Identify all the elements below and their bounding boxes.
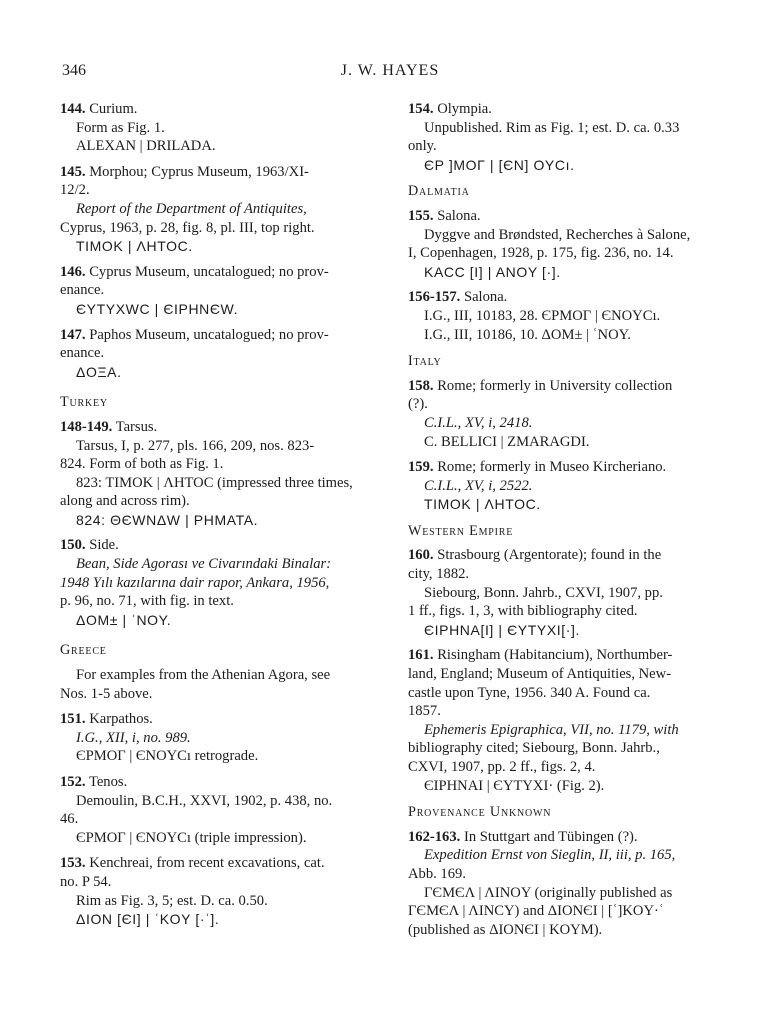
entry-line: Dyggve and Brøndsted, Recherches à Salone, — [424, 226, 691, 243]
entry-title: Salona. — [463, 289, 508, 306]
entry-line: Rim as Fig. 3, 5; est. D. ca. 0.50. — [76, 892, 268, 909]
entry-number: 160. — [408, 547, 434, 564]
entry-line: along and across rim). — [60, 493, 190, 510]
stamp-inscription: ΔOΞA. — [76, 363, 122, 380]
entry-line: 1948 Yılı kazılarına dair rapor, Ankara, 1956, — [60, 574, 330, 591]
section-heading: Turkey — [60, 394, 108, 411]
entry-line: Expedition Ernst von Sieglin, II, iii, p. 165, — [424, 847, 676, 864]
entry-title: Tenos. — [88, 774, 128, 790]
catalogue-entry — [408, 288, 724, 344]
entry-title: For examples from the Athenian Agora, see — [76, 667, 331, 684]
stamp-inscription: ΔOM± | ʿNOY. — [76, 611, 172, 628]
entry-heading — [60, 163, 378, 182]
section-heading: Dalmatia — [408, 183, 470, 200]
entry-title: Rome; formerly in Museo Kircheriano. — [437, 459, 667, 476]
entry-line: Nos. 1-5 above. — [60, 685, 153, 702]
section-heading: Italy — [408, 353, 442, 370]
section-heading: Western Empire — [408, 522, 514, 539]
entry-line: Report of the Department of Antiquites, — [76, 200, 307, 217]
entry-number: 147. — [60, 326, 86, 343]
section-heading: Provenance Unknown — [408, 804, 552, 821]
entry-heading — [408, 546, 724, 565]
catalogue-entry — [408, 100, 724, 174]
entry-title: In Stuttgart and Tübingen (?). — [463, 828, 638, 845]
catalogue-entry — [60, 710, 378, 766]
entry-number: 153. — [60, 855, 86, 872]
entry-number: 159. — [408, 459, 434, 476]
catalogue-entry — [60, 536, 378, 629]
entry-heading — [60, 710, 378, 729]
stamp-inscription: 824: ΘЄWNΔW | PHMATA. — [76, 511, 259, 528]
catalogue-entry — [408, 646, 724, 795]
entry-line: castle upon Tyne, 1956. 340 A. Found ca. — [408, 684, 651, 701]
entry-line: I.G., XII, i, no. 989. — [76, 729, 191, 746]
entry-line: 1 ff., figs. 1, 3, with bibliography cited. — [408, 603, 638, 620]
entry-heading — [60, 536, 378, 555]
catalogue-entry — [408, 207, 724, 281]
entry-title: Side. — [89, 537, 119, 554]
catalogue-entry — [60, 773, 378, 847]
entry-number: 158. — [408, 377, 434, 394]
catalogue-entry — [60, 418, 378, 530]
entry-line: C.I.L., XV, i, 2522. — [424, 477, 533, 494]
stamp-inscription: TIMOK | ΛHTOC. — [424, 496, 541, 513]
stamp-inscription: TIMOK | ΛHTOC. — [76, 238, 193, 255]
entry-line: (?). — [408, 396, 428, 413]
stamp-inscription: KACC [I] | ANOY [·]. — [424, 263, 561, 280]
entry-title: Salona. — [437, 207, 481, 224]
entry-line: no. P 54. — [60, 873, 112, 890]
entry-line: Siebourg, Bonn. Jahrb., CXVI, 1907, pp. — [424, 584, 663, 601]
entry-heading — [408, 288, 724, 307]
entry-title: Rome; formerly in University collection — [437, 377, 673, 394]
entry-line: Tarsus, I, p. 277, pls. 166, 209, nos. 823- — [76, 437, 315, 454]
catalogue-entry — [408, 458, 724, 514]
entry-heading — [408, 458, 724, 477]
left-column — [60, 100, 378, 936]
page-number: 346 — [62, 62, 86, 79]
entry-line: 1857. — [408, 703, 441, 720]
entry-heading — [408, 646, 724, 665]
entry-heading — [60, 263, 378, 282]
entry-number: 148-149. — [60, 418, 113, 435]
entry-number: 161. — [408, 647, 434, 664]
entry-title: Olympia. — [437, 101, 492, 117]
entry-line: I.G., III, 10183, 28. ЄPMOΓ | ЄNOYCı. — [424, 307, 661, 324]
stamp-inscription: ЄP ]MOΓ | [ЄN] OYCı. — [424, 156, 575, 173]
entry-heading — [60, 666, 378, 685]
stamp-inscription: ΔION [ЄI] | ʿKOY [·ʿ]. — [76, 911, 220, 928]
entry-title: Paphos Museum, uncatalogued; no prov- — [89, 326, 329, 343]
entry-title: Morphou; Cyprus Museum, 1963/XI- — [89, 163, 309, 180]
entry-line: ЄPMOΓ | ЄNOYCı (triple impression). — [76, 829, 307, 846]
entry-line: Unpublished. Rim as Fig. 1; est. D. ca. 0.33 — [424, 119, 680, 136]
entry-number: 162-163. — [408, 828, 461, 845]
entry-title: Strasbourg (Argentorate); found in the — [437, 547, 662, 564]
entry-number: 152. — [60, 774, 86, 790]
catalogue-entry — [60, 854, 378, 928]
entry-line: Cyprus, 1963, p. 28, fig. 8, pl. III, top right. — [60, 219, 315, 236]
entry-line: city, 1882. — [408, 566, 470, 583]
entry-line: Bean, Side Agorası ve Civarındaki Binalar: — [76, 556, 332, 573]
entry-number: 156-157. — [408, 289, 461, 306]
entry-line: ЄPMOΓ | ЄNOYCı retrograde. — [76, 748, 259, 765]
right-column — [408, 100, 724, 946]
catalogue-entry — [60, 326, 378, 382]
section-heading: Greece — [60, 642, 107, 659]
entry-title: Kenchreai, from recent excavations, cat. — [89, 855, 325, 872]
running-head: J. W. HAYES — [340, 62, 440, 79]
entry-heading — [60, 418, 378, 437]
catalogue-entry — [408, 377, 724, 451]
entry-line: CXVI, 1907, pp. 2 ff., figs. 2, 4. — [408, 759, 596, 775]
entry-line: bibliography cited; Siebourg, Bonn. Jahrb., — [408, 740, 660, 757]
entry-line: only. — [408, 138, 437, 155]
catalogue-entry — [60, 263, 378, 319]
entry-number: 154. — [408, 101, 434, 117]
entry-line: C.I.L., XV, i, 2418. — [424, 414, 533, 431]
entry-heading — [408, 207, 724, 226]
entry-heading — [408, 100, 724, 119]
entry-line: 823: TIMOK | ΛHTOC (impressed three times, — [76, 474, 353, 491]
entry-title: Cyprus Museum, uncatalogued; no prov- — [89, 263, 329, 280]
entry-line: 46. — [60, 811, 79, 828]
entry-line: enance. — [60, 282, 105, 299]
entry-line: land, England; Museum of Antiquities, New- — [408, 666, 672, 683]
entry-line: I, Copenhagen, 1928, p. 175, fig. 236, no. 14. — [408, 245, 674, 262]
entry-heading — [60, 100, 378, 119]
entry-line: C. BELLICI | ZMARAGDI. — [424, 433, 590, 450]
entry-heading — [60, 854, 378, 873]
entry-line: Demoulin, B.C.H., XXVI, 1902, p. 438, no. — [76, 792, 333, 809]
entry-title: Curium. — [89, 101, 138, 117]
entry-number: 155. — [408, 207, 434, 224]
entry-line: 12/2. — [60, 182, 90, 199]
stamp-inscription: ЄIPHNA[I] | ЄYTYXI[·]. — [424, 621, 580, 638]
entry-line: ΓЄMЄΛ | ΛINCY) and ΔIONЄI | [ʿ]KOY·ʿ — [408, 903, 664, 920]
catalogue-entry — [60, 666, 378, 703]
catalogue-entry — [60, 163, 378, 256]
entry-number: 150. — [60, 537, 86, 554]
entry-heading — [60, 773, 378, 792]
entry-title: Karpathos. — [89, 711, 153, 728]
entry-number: 151. — [60, 711, 86, 728]
entry-number: 144. — [60, 101, 86, 117]
stamp-inscription: ЄYTYXWC | ЄIPHNЄW. — [76, 300, 239, 317]
entry-line: ΓЄMЄΛ | ΛINOY (originally published as — [424, 884, 673, 901]
entry-line: 824. Form of both as Fig. 1. — [60, 456, 224, 473]
entry-line: I.G., III, 10186, 10. ΔOM± | ʿNOY. — [424, 326, 631, 343]
page-header — [0, 62, 780, 86]
entry-line: p. 96, no. 71, with fig. in text. — [60, 593, 234, 610]
entry-number: 145. — [60, 163, 86, 180]
entry-line: Ephemeris Epigraphica, VII, no. 1179, with — [424, 721, 679, 738]
entry-line: enance. — [60, 345, 105, 362]
entry-line: Abb. 169. — [408, 865, 466, 882]
catalogue-entry — [408, 828, 724, 940]
entry-line: (published as ΔIONЄI | KOYM). — [408, 921, 603, 938]
catalogue-entry — [60, 100, 378, 156]
entry-line: Form as Fig. 1. — [76, 119, 165, 136]
entry-heading — [60, 326, 378, 345]
entry-number: 146. — [60, 263, 86, 280]
catalogue-entry — [408, 546, 724, 639]
entry-heading — [408, 828, 724, 847]
entry-title: Tarsus. — [115, 418, 158, 435]
entry-title: Risingham (Habitancium), Northumber- — [437, 647, 673, 664]
entry-heading — [408, 377, 724, 396]
entry-line: ALEXAN | DRILADA. — [76, 138, 216, 155]
entry-line: ЄIPHNAI | ЄYTYXI· (Fig. 2). — [424, 777, 605, 794]
